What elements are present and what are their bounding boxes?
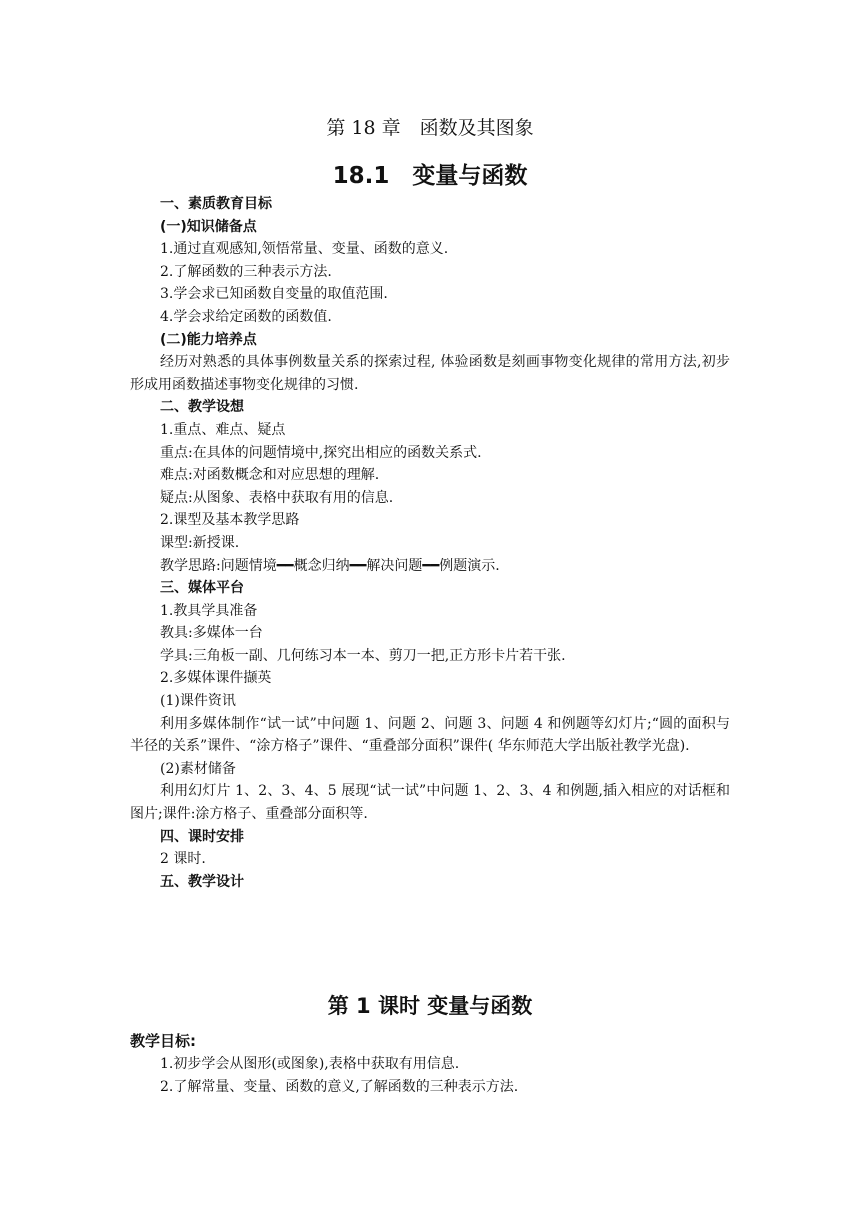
- chapter-title: 第 18 章 函数及其图象: [326, 117, 534, 139]
- lesson-goals-heading: 教学目标:: [130, 1032, 196, 1050]
- heading-teaching-design: 五、教学设计: [160, 873, 244, 890]
- text-line: 教学思路:问题情境━━概念归纳━━解决问题━━例题演示.: [160, 557, 500, 574]
- text-line: 疑点:从图象、表格中获取有用的信息.: [160, 489, 394, 506]
- text-line: 2.课型及基本教学思路: [160, 512, 300, 529]
- paragraph-ability: 经历对熟悉的具体事例数量关系的探索过程, 体验函数是刻画事物变化规律的常用方法,初步形成用函数描述事物变化规律的习惯.: [130, 354, 730, 393]
- heading-schedule: 四、课时安排: [160, 828, 244, 845]
- text-line: 4.学会求给定函数的函数值.: [160, 308, 332, 325]
- text-line: 3.学会求已知函数自变量的取值范围.: [160, 286, 388, 303]
- text-line: 重点:在具体的问题情境中,探究出相应的函数关系式.: [160, 444, 482, 461]
- paragraph-courseware: 利用多媒体制作“试一试”中问题 1、问题 2、问题 3、问题 4 和例题等幻灯片;“圆的面积与半径的关系”课件、“涂方格子”课件、“重叠部分面积”课件( 华东师范大学出版社教学光盘).: [130, 715, 730, 755]
- heading-media: 三、媒体平台: [160, 580, 244, 597]
- text-line: 1.教具学具准备: [160, 602, 258, 619]
- text-line: (2)素材储备: [160, 760, 236, 777]
- lesson-body: [130, 1030, 730, 1099]
- text-line: 学具:三角板一副、几何练习本一本、剪刀一把,正方形卡片若干张.: [160, 647, 566, 664]
- paragraph-materials: 利用幻灯片 1、2、3、4、5 展现“试一试”中问题 1、2、3、4 和例题,插入相应的对话框和图片;课件:涂方格子、重叠部分面积等.: [130, 783, 730, 823]
- lesson-goal-item: 1.初步学会从图形(或图象),表格中获取有用信息.: [160, 1056, 460, 1072]
- text-line: 教具:多媒体一台: [160, 625, 263, 642]
- subheading-ability: (二)能力培养点: [160, 331, 257, 348]
- text-line: 1.通过直观感知,领悟常量、变量、函数的意义.: [160, 241, 449, 258]
- section-title: 18.1 变量与函数: [332, 163, 528, 189]
- text-line: 2 课时.: [160, 851, 206, 868]
- lesson-title: 第 1 课时 变量与函数: [327, 994, 533, 1018]
- text-line: 2.了解函数的三种表示方法.: [160, 263, 332, 280]
- heading-goals: 一、素质教育目标: [160, 196, 272, 212]
- text-line: 课型:新授课.: [160, 534, 240, 551]
- text-line: 1.重点、难点、疑点: [160, 421, 286, 438]
- subheading-knowledge: (一)知识储备点: [160, 218, 257, 235]
- heading-design: 二、教学设想: [160, 399, 244, 416]
- text-line: 2.多媒体课件撷英: [160, 670, 272, 687]
- text-line: 难点:对函数概念和对应思想的理解.: [160, 467, 380, 484]
- section-body: [130, 193, 730, 893]
- text-line: (1)课件资讯: [160, 693, 236, 710]
- lesson-goal-item: 2.了解常量、变量、函数的意义,了解函数的三种表示方法.: [160, 1079, 519, 1095]
